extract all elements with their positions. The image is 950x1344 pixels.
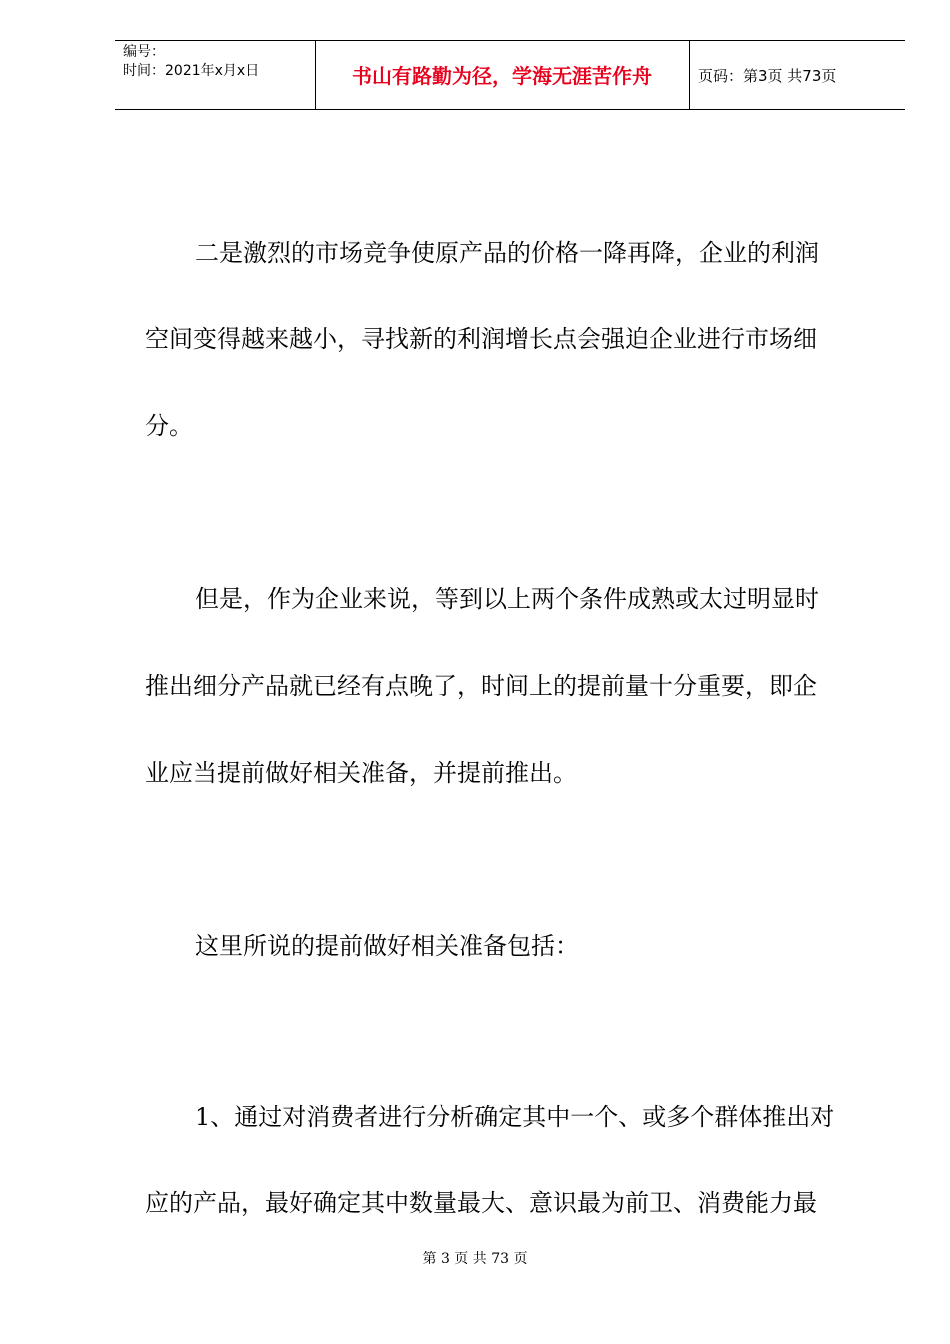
paragraph-2-line-2: 推出细分产品就已经有点晚了，时间上的提前量十分重要，即企 [145,672,817,700]
header-motto-cell [315,41,690,109]
paragraph-4-line-2: 应的产品，最好确定其中数量最大、意识最为前卫、消费能力最 [145,1189,817,1217]
paragraph-3-line-1: 这里所说的提前做好相关准备包括： [195,932,579,960]
paragraph-2-line-3: 业应当提前做好相关准备，并提前推出。 [145,759,577,787]
motto: 书山有路勤为径，学海无涯苦作舟 [352,64,652,88]
time-label: 时间：2021年x月x日 [123,63,260,79]
paragraph-4-line-1: 1、通过对消费者进行分析确定其中一个、或多个群体推出对 [195,1103,835,1131]
code-label: 编号： [123,44,165,60]
page-header [115,40,905,110]
page-footer: 第 3 页 共 73 页 [422,1251,528,1267]
page-code: 页码：第3页 共73页 [698,67,837,85]
header-page-cell [690,41,905,109]
paragraph-2-line-1: 但是，作为企业来说，等到以上两个条件成熟或太过明显时 [195,585,819,613]
paragraph-1-line-1: 二是激烈的市场竞争使原产品的价格一降再降，企业的利润 [195,239,819,267]
paragraph-1-line-2: 空间变得越来越小，寻找新的利润增长点会强迫企业进行市场细 [145,325,817,353]
paragraph-1-line-3: 分。 [145,412,193,440]
header-info-cell [115,41,316,109]
